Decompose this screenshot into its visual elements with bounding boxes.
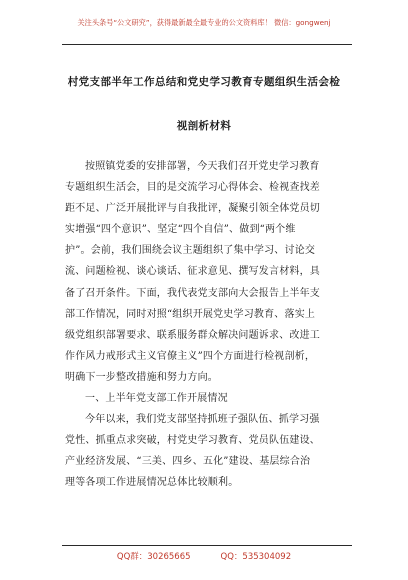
- text-line: 距不足、广泛开展批评与自我批评，凝聚引领全体党员切: [65, 203, 320, 215]
- text-line: 级党组织部署要求、联系服务群众解决问题诉求、改进工: [65, 329, 320, 341]
- footer-qq-group: QQ群：30265665: [116, 552, 191, 562]
- text-line: 实增强“四个意识”、坚定“四个自信”、做到“两个维: [65, 224, 296, 236]
- text-line: 备了召开条件。下面，我代表党支部向大会报告上半年支: [65, 287, 320, 299]
- text-line: 理等各项工作进展情况总体比较顺利。: [65, 477, 239, 489]
- text-line: 按照镇党委的安排部署，今天我们召开党史学习教育: [85, 161, 320, 172]
- header-divider: [62, 44, 352, 45]
- paragraph-intro: [65, 156, 345, 388]
- document-title-line-1: 村党支部半年工作总结和党史学习教育专题组织生活会检: [67, 76, 341, 88]
- text-line: 明确下一步整改措施和努力方向。: [65, 371, 218, 383]
- footer-divider: [62, 545, 352, 546]
- paragraph-progress: [65, 409, 345, 493]
- text-line: 作作风力戒形式主义官僚主义”四个方面进行检视剖析，: [65, 350, 316, 362]
- header-banner: 关注头条号“公文研究”，获得最新最全最专业的公文资料库！ 微信：gongwenj: [77, 18, 331, 27]
- text-line: 今年以来，我们党支部坚持抓班子强队伍、抓学习强: [85, 414, 320, 426]
- footer-qq: QQ：535304092: [220, 552, 292, 562]
- footer-contact: [0, 550, 408, 562]
- document-body: [65, 156, 345, 494]
- text-line: 护”。会前，我们围绕会议主题组织了集中学习、讨论交: [65, 245, 316, 257]
- text-line: 产业经济发展、“三美、四乡、五化”建设、基层综合治: [65, 456, 311, 468]
- section-heading: [65, 388, 345, 409]
- text-line: 流、问题检视、谈心谈话、征求意见、撰写发言材料，具: [65, 266, 320, 278]
- text-line: 党性、抓重点求突破，村党史学习教育、党员队伍建设、: [65, 435, 320, 447]
- text-line: 一、上半年党支部工作开展情况: [85, 393, 228, 405]
- text-line: 专题组织生活会，目的是交流学习心得体会、检视查找差: [65, 182, 320, 194]
- text-line: 部工作情况，同时对照“组织开展党史学习教育、落实上: [65, 308, 316, 320]
- document-title-line-2: 视剖析材料: [176, 120, 232, 132]
